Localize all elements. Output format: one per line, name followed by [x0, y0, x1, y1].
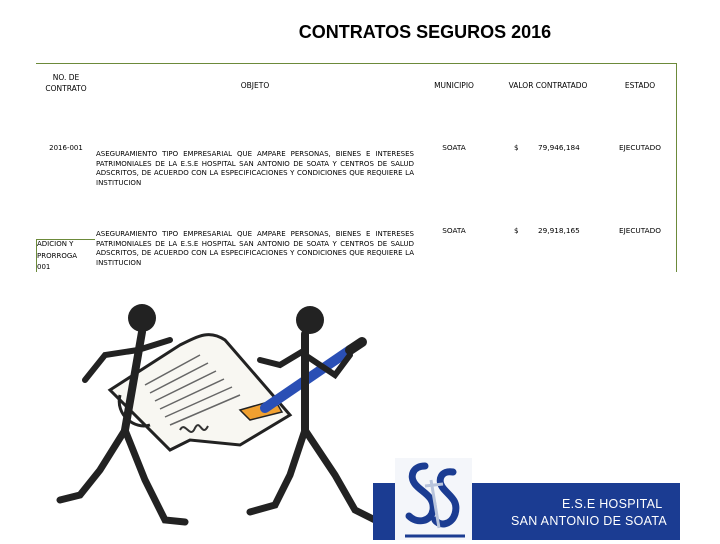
table-row-2-moneda: $	[514, 226, 519, 235]
table-row-2-objeto: ASEGURAMIENTO TIPO EMPRESARIAL QUE AMPARE PERSONAS, BIENES E INTERESES PATRIMONIALES DE LA E.S.E HOSPITAL SAN ANTONIO DE SOATA Y CENTROS DE SALUD ADSCRITOS, DE ACUERDO CON LA ESPECIFICACIONES Y CONDICIONES QUE REQUIERE LA INSTITUCION	[96, 230, 414, 267]
table-row-2-numero	[37, 239, 93, 274]
table-row-1-numero: 2016-001	[49, 144, 83, 152]
table-row-1-moneda: $	[514, 143, 519, 152]
table-row-1-valor: 79,946,184	[538, 143, 580, 152]
table-row-1-objeto: ASEGURAMIENTO TIPO EMPRESARIAL QUE AMPARE PERSONAS, BIENES E INTERESES PATRIMONIALES DE LA E.S.E HOSPITAL SAN ANTONIO DE SOATA Y CENTROS DE SALUD ADSCRITOS, DE ACUERDO CON LA ESPECIFICACIONES Y CONDICIONES QUE REQUIERE LA INSTITUCION	[96, 150, 414, 187]
header-objeto: OBJETO	[240, 81, 270, 90]
hospital-name-line-1: E.S.E HOSPITAL	[562, 497, 663, 511]
header-estado: ESTADO	[624, 81, 656, 90]
numero-line-3: 001	[37, 263, 51, 271]
table-row-2-municipio: SOATA	[442, 226, 466, 235]
table-row-1-municipio: SOATA	[442, 143, 466, 152]
table-row-1-estado: EJECUTADO	[618, 143, 662, 152]
contract-signing-illustration	[50, 290, 390, 540]
header-valor: VALOR CONTRATADO	[508, 81, 588, 90]
header-municipio: MUNICIPIO	[434, 81, 474, 90]
table-row-2-estado: EJECUTADO	[618, 226, 662, 235]
hospital-name-line-2: SAN ANTONIO DE SOATA	[511, 514, 668, 528]
numero-line-2: PRORROGA	[37, 251, 78, 260]
table-row-2-valor: 29,918,165	[538, 226, 580, 235]
numero-line-1: ADICION Y	[37, 240, 74, 248]
page-title: CONTRATOS SEGUROS 2016	[298, 22, 552, 42]
hospital-logo-icon	[395, 458, 472, 540]
header-numero: NO. DE CONTRATO	[45, 73, 87, 93]
hospital-logo-badge	[395, 458, 472, 540]
